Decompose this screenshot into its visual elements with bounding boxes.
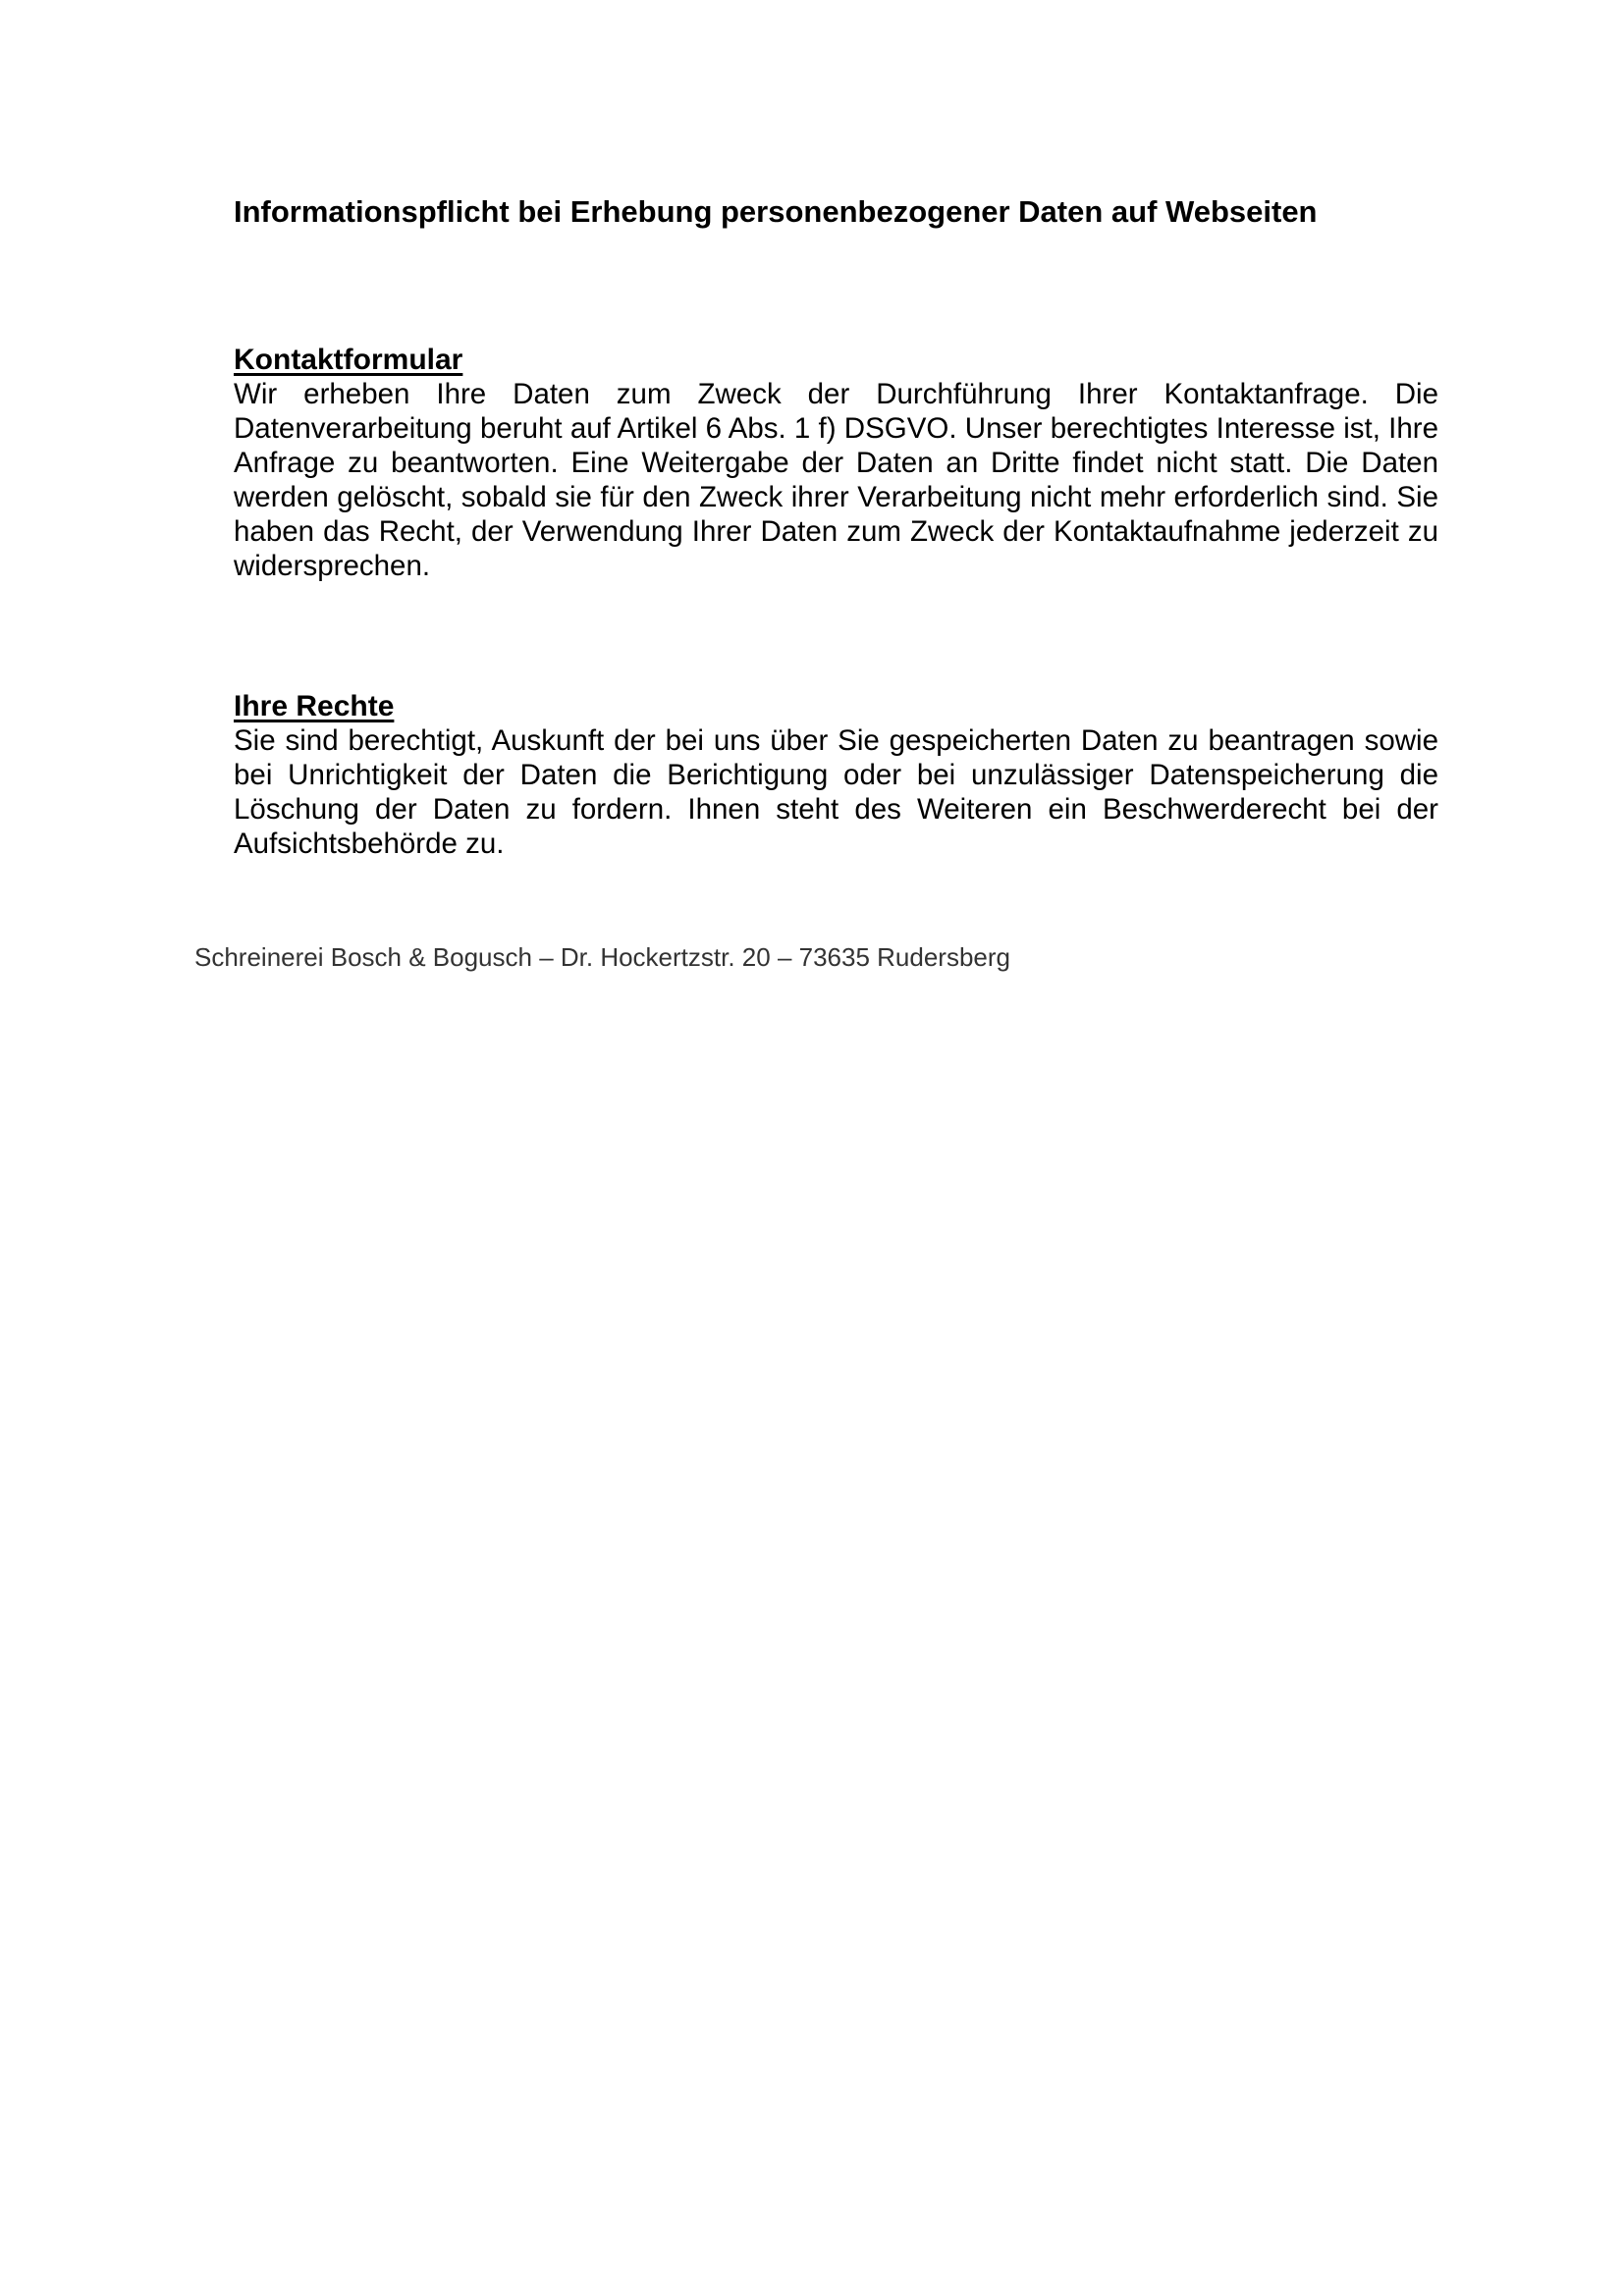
section-body-kontaktformular: Wir erheben Ihre Daten zum Zweck der Durchführung Ihrer Kontaktanfrage. Die Datenverarbeitung beruht auf Artikel 6 Abs. 1 f) DSGVO. Unser berechtigtes Interesse ist, Ihre Anfrage zu beantworten. Eine Weitergabe der Daten an Dritte findet nicht statt. Die Daten werden gelöscht, sobald sie für den Zweck ihrer Verarbeitung nicht mehr erforderlich sind. Sie haben das Recht, der Verwendung Ihrer Daten zum Zweck der Kontaktaufnahme jederzeit zu widersprechen. [234,378,1438,582]
page-title: Informationspflicht bei Erhebung personenbezogener Daten auf Webseiten [234,194,1318,229]
section-body-ihre-rechte: Sie sind berechtigt, Auskunft der bei uns über Sie gespeicherten Daten zu beantragen sowie bei Unrichtigkeit der Daten die Berichtigung oder bei unzulässiger Datenspeicherung die Löschung der Daten zu fordern. Ihnen steht des Weiteren ein Beschwerderecht bei der Aufsichtsbehörde zu. [234,724,1438,860]
section-ihre-rechte [234,690,1438,861]
footer-address: Schreinerei Bosch & Bogusch – Dr. Hockertzstr. 20 – 73635 Rudersberg [194,942,1010,972]
section-kontaktformular [234,344,1438,583]
section-heading-ihre-rechte: Ihre Rechte [234,690,395,722]
section-heading-kontaktformular: Kontaktformular [234,344,463,376]
